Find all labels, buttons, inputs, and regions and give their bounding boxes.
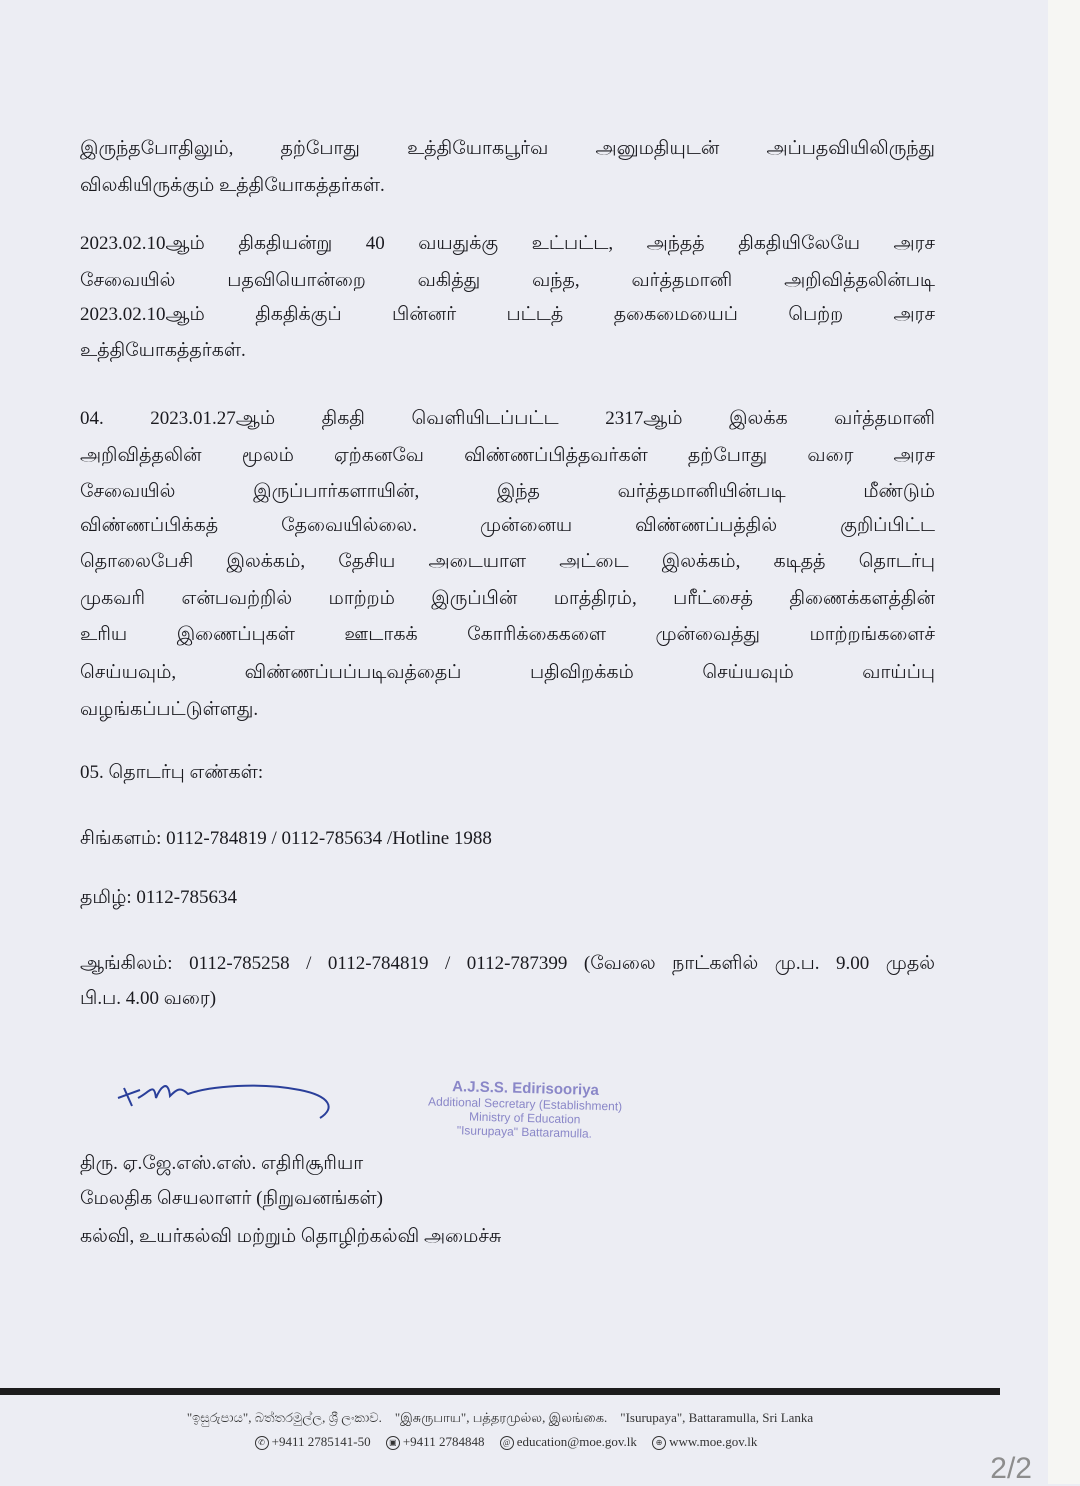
text-line: அறிவித்தலின் மூலம் ஏற்கனவே விண்ணப்பித்தவர்கள் தற்போது வரை அரச: [80, 445, 935, 466]
text-line: 2023.02.10ஆம் திகதியன்று 40 வயதுக்கு உட்பட்ட, அந்தத் திகதியிலேயே அரச: [80, 233, 935, 254]
email-icon: @: [500, 1436, 514, 1450]
footer-phone: +9411 2785141-50: [271, 1434, 371, 1449]
footer-address: "ඉසුරුපාය", බත්තරමුල්ල, ශ්‍රී ලංකාව. "இசுருபாய", பத்தரமுல்ல, இலங்கை. "Isurupaya", Battaramulla, Sri Lanka: [186, 1410, 814, 1425]
text-line: விலகியிருக்கும் உத்தியோகத்தர்கள்.: [80, 175, 385, 196]
signature: [110, 1068, 350, 1128]
page-edge: [1048, 0, 1080, 1484]
text-line: சேவையில் பதவியொன்றை வகித்து வந்த, வர்த்தமானி அறிவித்தலின்படி: [80, 270, 935, 291]
web-icon: ⊕: [652, 1436, 666, 1450]
stamp-title: Additional Secretary (Establishment): [427, 1094, 623, 1114]
stamp-ministry: Ministry of Education: [468, 1109, 581, 1127]
contact-english: ஆங்கிலம்: 0112-785258 / 0112-784819 / 0112-787399 (வேலை நாட்களில் மு.ப. 9.00 முதல்: [80, 953, 935, 974]
text-line: தொலைபேசி இலக்கம், தேசிய அடையாள அட்டை இலக்கம், கடிதத் தொடர்பு: [80, 551, 935, 572]
fax-icon: ▣: [386, 1436, 400, 1450]
text-line: உத்தியோகத்தர்கள்.: [80, 340, 246, 361]
contact-heading: 05. தொடர்பு எண்கள்:: [80, 762, 264, 783]
text-line: செய்யவும், விண்ணப்பப்படிவத்தைப் பதிவிறக்கம் செய்யவும் வாய்ப்பு: [80, 662, 935, 683]
contact-english-hours: பி.ப. 4.00 வரை): [80, 988, 217, 1009]
text-line: சேவையில் இருப்பார்களாயின், இந்த வர்த்தமானியின்படி மீண்டும்: [80, 481, 935, 502]
footer-fax: +9411 2784848: [402, 1434, 485, 1449]
text-line: இருந்தபோதிலும், தற்போது உத்தியோகபூர்வ அனுமதியுடன் அப்பதவியிலிருந்து: [80, 138, 935, 159]
signatory-name: திரு. ஏ.ஜே.எஸ்.எஸ். எதிரிசூரியா: [80, 1153, 364, 1174]
footer-web[interactable]: www.moe.gov.lk: [669, 1434, 758, 1449]
text-line: 04. 2023.01.27ஆம் திகதி வெளியிடப்பட்ட 2317ஆம் இலக்க வர்த்தமானி: [80, 408, 935, 429]
page-number: 2/2: [990, 1452, 1032, 1485]
official-stamp: [379, 1076, 670, 1143]
signatory-ministry: கல்வி, உயர்கல்வி மற்றும் தொழிற்கல்வி அமைச்சு: [80, 1226, 502, 1247]
stamp-name: A.J.S.S. Edirisooriya: [451, 1078, 600, 1099]
text-line: விண்ணப்பிக்கத் தேவையில்லை. முன்னைய விண்ணப்பத்தில் குறிப்பிட்ட: [80, 515, 935, 536]
text-line: 2023.02.10ஆம் திகதிக்குப் பின்னர் பட்டத் தகைமையைப் பெற்ற அரச: [80, 304, 935, 325]
text-line: முகவரி என்பவற்றில் மாற்றம் இருப்பின் மாத்திரம், பரீட்சைத் திணைக்களத்தின்: [80, 588, 935, 609]
phone-icon: ✆: [255, 1436, 269, 1450]
footer-email[interactable]: education@moe.gov.lk: [516, 1434, 637, 1449]
footer-contacts: [0, 1434, 1000, 1450]
footer-rule: [0, 1388, 1000, 1395]
stamp-place: "Isurupaya" Battaramulla.: [456, 1123, 593, 1141]
text-line: வழங்கப்பட்டுள்ளது.: [80, 699, 259, 720]
contact-tamil: தமிழ்: 0112-785634: [80, 887, 238, 908]
contact-sinhala: சிங்களம்: 0112-784819 / 0112-785634 /Hotline 1988: [80, 828, 492, 849]
text-line: உரிய இணைப்புகள் ஊடாகக் கோரிக்கைகளை முன்வைத்து மாற்றங்களைச்: [80, 624, 935, 645]
signatory-title: மேலதிக செயலாளர் (நிறுவனங்கள்): [80, 1188, 383, 1209]
